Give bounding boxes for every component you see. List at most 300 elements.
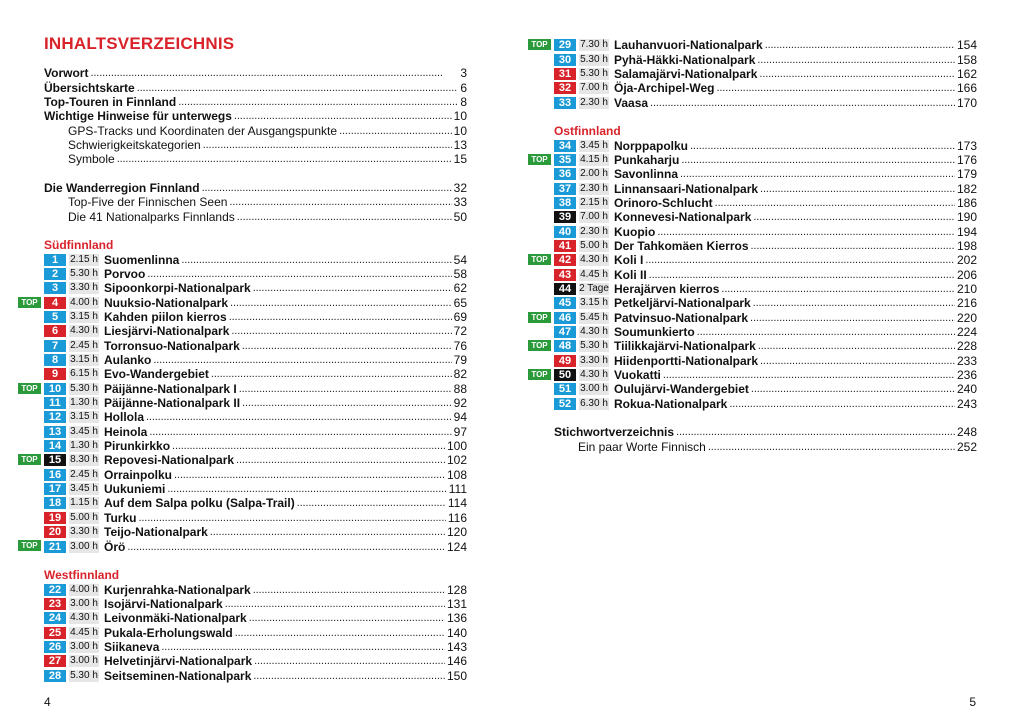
tour-page: 79 bbox=[453, 353, 467, 368]
dot-leader bbox=[253, 669, 445, 683]
tour-name: Pirunkirkko bbox=[104, 439, 171, 454]
tour-name: Uukuniemi bbox=[104, 482, 166, 497]
tour-duration: 3.00 h bbox=[580, 383, 608, 395]
dot-leader bbox=[239, 382, 452, 396]
tour-duration: 4.30 h bbox=[70, 612, 98, 624]
dot-leader bbox=[237, 210, 452, 224]
tour-entry[interactable] bbox=[554, 325, 977, 339]
toc-entry-page: 32 bbox=[453, 180, 467, 195]
dot-leader bbox=[161, 640, 445, 654]
tour-number-badge: 47 bbox=[554, 326, 576, 338]
tour-entry[interactable] bbox=[554, 95, 977, 109]
tour-entry[interactable] bbox=[44, 324, 467, 338]
tour-entry[interactable] bbox=[44, 396, 467, 410]
tour-entry[interactable] bbox=[554, 138, 977, 152]
dot-leader bbox=[254, 654, 445, 668]
dot-leader bbox=[757, 53, 955, 67]
tour-entry[interactable] bbox=[44, 410, 467, 424]
tour-entry[interactable] bbox=[531, 310, 977, 325]
tour-entry[interactable] bbox=[44, 482, 467, 496]
tour-page: 176 bbox=[956, 152, 977, 167]
tour-number-badge: 32 bbox=[554, 82, 576, 94]
tour-number-badge: 5 bbox=[44, 311, 66, 323]
tour-name: Nuuksio-Nationalpark bbox=[104, 295, 229, 310]
tour-page: 186 bbox=[956, 195, 977, 210]
dot-leader bbox=[127, 540, 445, 554]
tour-entry[interactable] bbox=[44, 252, 467, 266]
top-badge: TOP bbox=[528, 154, 551, 165]
tour-page: 233 bbox=[956, 353, 977, 368]
tour-duration: 5.30 h bbox=[70, 382, 98, 394]
dot-leader bbox=[758, 339, 955, 353]
tour-number-badge: 38 bbox=[554, 197, 576, 209]
tour-page: 162 bbox=[956, 66, 977, 81]
tour-entry[interactable] bbox=[554, 296, 977, 310]
dot-leader bbox=[211, 367, 452, 381]
tour-entry[interactable] bbox=[554, 167, 977, 181]
tour-entry[interactable] bbox=[44, 439, 467, 453]
toc-entry-page: 3 bbox=[460, 66, 467, 81]
section-heading: Südfinnland bbox=[44, 238, 114, 253]
tour-number-badge: 9 bbox=[44, 368, 66, 380]
tour-number-badge: 19 bbox=[44, 512, 66, 524]
page-number-right: 5 bbox=[969, 695, 976, 709]
toc-entry[interactable] bbox=[44, 152, 467, 166]
dot-leader bbox=[231, 324, 451, 338]
tour-duration: 3.45 h bbox=[70, 425, 98, 437]
tour-entry[interactable] bbox=[44, 625, 467, 639]
tour-page: 102 bbox=[446, 453, 467, 468]
dot-leader bbox=[146, 410, 452, 424]
dot-leader bbox=[697, 325, 955, 339]
tour-duration: 7.30 h bbox=[580, 39, 608, 51]
tour-number-badge: 14 bbox=[44, 440, 66, 452]
tour-name: Evo-Wandergebiet bbox=[104, 367, 209, 382]
tour-entry[interactable] bbox=[21, 381, 467, 396]
tour-name: Isojärvi-Nationalpark bbox=[104, 596, 223, 611]
toc-entry[interactable] bbox=[44, 209, 467, 223]
tour-duration: 4.00 h bbox=[70, 296, 98, 308]
tour-entry[interactable] bbox=[44, 425, 467, 439]
tour-duration: 6.15 h bbox=[70, 368, 98, 380]
tour-duration: 3.45 h bbox=[580, 139, 608, 151]
section-heading: Westfinnland bbox=[44, 568, 120, 583]
tour-number-badge: 18 bbox=[44, 497, 66, 509]
top-badge: TOP bbox=[528, 340, 551, 351]
tour-page: 216 bbox=[956, 296, 977, 311]
tour-entry[interactable] bbox=[44, 339, 467, 353]
tour-page: 166 bbox=[956, 81, 977, 96]
tour-number-badge: 7 bbox=[44, 340, 66, 352]
tour-name: Kurjenrahka-Nationalpark bbox=[104, 582, 251, 597]
toc-entry[interactable] bbox=[44, 181, 467, 195]
tour-page: 76 bbox=[453, 338, 467, 353]
tour-name: Hollola bbox=[104, 410, 145, 425]
dot-leader bbox=[234, 109, 452, 123]
dot-leader bbox=[172, 439, 445, 453]
tour-entry[interactable] bbox=[44, 468, 467, 482]
dot-leader bbox=[178, 95, 458, 109]
right-page bbox=[510, 0, 1020, 727]
tour-duration: 3.15 h bbox=[70, 311, 98, 323]
tour-duration: 8.30 h bbox=[70, 454, 98, 466]
spacer bbox=[44, 224, 467, 238]
tour-duration: 3.45 h bbox=[70, 483, 98, 495]
top-badge: TOP bbox=[18, 454, 41, 465]
tour-entry[interactable] bbox=[21, 539, 467, 554]
toc-entry-label: Symbole bbox=[68, 152, 115, 167]
tour-entry[interactable] bbox=[554, 382, 977, 396]
dot-leader bbox=[680, 167, 955, 181]
dot-leader bbox=[708, 440, 955, 454]
tour-number-badge: 20 bbox=[44, 526, 66, 538]
toc-entry-page: 6 bbox=[460, 80, 467, 95]
toc-entry-label: Top-Five der Finnischen Seen bbox=[68, 195, 228, 210]
dot-leader bbox=[167, 482, 446, 496]
dot-leader bbox=[657, 225, 955, 239]
tour-entry[interactable] bbox=[554, 239, 977, 253]
dot-leader bbox=[715, 196, 955, 210]
tour-page: 69 bbox=[453, 310, 467, 325]
tour-name: Helvetinjärvi-Nationalpark bbox=[104, 654, 253, 669]
tour-name: Patvinsuo-Nationalpark bbox=[614, 310, 749, 325]
tour-number-badge: 27 bbox=[44, 655, 66, 667]
tour-entry[interactable] bbox=[531, 38, 977, 53]
tour-duration: 3.30 h bbox=[70, 526, 98, 538]
tour-number-badge: 37 bbox=[554, 183, 576, 195]
tour-name: Punkaharju bbox=[614, 152, 680, 167]
tour-entry[interactable] bbox=[554, 181, 977, 195]
dot-leader bbox=[147, 267, 451, 281]
tour-name: Oulujärvi-Wandergebiet bbox=[614, 382, 749, 397]
tour-number-badge: 44 bbox=[554, 283, 576, 295]
dot-leader bbox=[242, 396, 452, 410]
tour-entry[interactable] bbox=[44, 310, 467, 324]
tour-number-badge: 1 bbox=[44, 254, 66, 266]
tour-page: 190 bbox=[956, 210, 977, 225]
tour-entry[interactable] bbox=[44, 367, 467, 381]
tour-entry[interactable] bbox=[554, 196, 977, 210]
tour-duration: 3.00 h bbox=[70, 597, 98, 609]
tour-number-badge: 30 bbox=[554, 54, 576, 66]
dot-leader bbox=[242, 339, 452, 353]
tour-name: Norppapolku bbox=[614, 138, 688, 153]
tour-name: Sipoonkorpi-Nationalpark bbox=[104, 281, 251, 296]
toc-entry[interactable] bbox=[44, 123, 467, 137]
dot-leader bbox=[645, 253, 955, 267]
tour-number-badge: 46 bbox=[554, 312, 576, 324]
tour-number-badge: 21 bbox=[44, 541, 66, 553]
tour-duration: 2.15 h bbox=[70, 253, 98, 265]
tour-entry[interactable] bbox=[554, 81, 977, 95]
dot-leader bbox=[210, 525, 445, 539]
dot-leader bbox=[153, 353, 451, 367]
tour-number-badge: 45 bbox=[554, 297, 576, 309]
tour-number-badge: 52 bbox=[554, 398, 576, 410]
tour-entry[interactable] bbox=[44, 597, 467, 611]
dot-leader bbox=[649, 268, 955, 282]
tour-name: Kuopio bbox=[614, 224, 656, 239]
tour-page: 173 bbox=[956, 138, 977, 153]
top-badge: TOP bbox=[528, 254, 551, 265]
tour-page: 158 bbox=[956, 52, 977, 67]
tour-number-badge: 12 bbox=[44, 411, 66, 423]
tour-duration: 3.00 h bbox=[70, 655, 98, 667]
tour-page: 128 bbox=[446, 582, 467, 597]
tour-page: 198 bbox=[956, 238, 977, 253]
tour-entry[interactable] bbox=[44, 640, 467, 654]
tour-name: Koli II bbox=[614, 267, 647, 282]
tour-duration: 7.00 h bbox=[580, 211, 608, 223]
tour-name: Tiilikkajärvi-Nationalpark bbox=[614, 339, 756, 354]
tour-number-badge: 25 bbox=[44, 627, 66, 639]
tour-entry[interactable] bbox=[44, 267, 467, 281]
tour-page: 58 bbox=[453, 266, 467, 281]
tour-entry[interactable] bbox=[531, 253, 977, 268]
tour-page: 124 bbox=[446, 539, 467, 554]
tour-page: 240 bbox=[956, 382, 977, 397]
tour-number-badge: 11 bbox=[44, 397, 66, 409]
tour-number-badge: 34 bbox=[554, 140, 576, 152]
dot-leader bbox=[751, 239, 955, 253]
spacer bbox=[554, 411, 977, 425]
tour-entry[interactable] bbox=[554, 52, 977, 66]
tour-duration: 5.30 h bbox=[70, 267, 98, 279]
dot-leader bbox=[663, 368, 955, 382]
tour-entry[interactable] bbox=[554, 210, 977, 224]
tour-name: Orrainpolku bbox=[104, 467, 173, 482]
dot-leader bbox=[760, 182, 955, 196]
toc-entry[interactable] bbox=[554, 440, 977, 454]
tour-entry[interactable] bbox=[44, 582, 467, 596]
tour-name: Savonlinna bbox=[614, 167, 679, 182]
tour-page: 136 bbox=[446, 611, 467, 626]
tour-number-badge: 24 bbox=[44, 612, 66, 624]
tour-duration: 4.00 h bbox=[70, 583, 98, 595]
dot-leader bbox=[759, 67, 955, 81]
tour-duration: 2 Tage bbox=[579, 283, 609, 295]
tour-page: 72 bbox=[453, 324, 467, 339]
tour-number-badge: 43 bbox=[554, 269, 576, 281]
tour-entry[interactable] bbox=[44, 496, 467, 510]
tour-entry[interactable] bbox=[44, 525, 467, 539]
tour-page: 194 bbox=[956, 224, 977, 239]
tour-number-badge: 22 bbox=[44, 584, 66, 596]
dot-leader bbox=[753, 296, 955, 310]
dot-leader bbox=[149, 425, 451, 439]
page-number-left: 4 bbox=[44, 695, 51, 709]
tour-name: Päijänne-Nationalpark I bbox=[104, 381, 237, 396]
tour-number-badge: 6 bbox=[44, 325, 66, 337]
tour-entry[interactable] bbox=[21, 295, 467, 310]
tour-name: Pukala-Erholungswald bbox=[104, 625, 233, 640]
tour-duration: 5.00 h bbox=[580, 239, 608, 251]
tour-entry[interactable] bbox=[44, 353, 467, 367]
tour-duration: 4.30 h bbox=[580, 326, 608, 338]
tour-name: Heinola bbox=[104, 424, 148, 439]
top-badge: TOP bbox=[528, 312, 551, 323]
tour-page: 179 bbox=[956, 167, 977, 182]
dot-leader bbox=[650, 96, 955, 110]
tour-page: 170 bbox=[956, 95, 977, 110]
tour-duration: 3.00 h bbox=[70, 640, 98, 652]
dot-leader bbox=[297, 496, 446, 510]
toc-entry-label: Vorwort bbox=[44, 66, 89, 81]
tour-page: 54 bbox=[453, 252, 467, 267]
tour-name: Petkeljärvi-Nationalpark bbox=[614, 296, 751, 311]
tour-entry[interactable] bbox=[554, 67, 977, 81]
tour-number-badge: 15 bbox=[44, 454, 66, 466]
tour-name: Seitseminen-Nationalpark bbox=[104, 668, 252, 683]
tour-number-badge: 8 bbox=[44, 354, 66, 366]
tour-entry[interactable] bbox=[44, 281, 467, 295]
tour-number-badge: 49 bbox=[554, 355, 576, 367]
tour-duration: 3.15 h bbox=[70, 354, 98, 366]
tour-duration: 5.30 h bbox=[580, 340, 608, 352]
toc-entry[interactable] bbox=[44, 109, 467, 123]
tour-number-badge: 26 bbox=[44, 641, 66, 653]
tour-name: Koli I bbox=[614, 253, 644, 268]
tour-entry[interactable] bbox=[44, 654, 467, 668]
tour-name: Auf dem Salpa polku (Salpa-Trail) bbox=[104, 496, 295, 511]
toc-entry-page: 8 bbox=[460, 94, 467, 109]
tour-number-badge: 3 bbox=[44, 282, 66, 294]
tour-entry[interactable] bbox=[531, 339, 977, 354]
tour-entry[interactable] bbox=[21, 453, 467, 468]
tour-name: Liesjärvi-Nationalpark bbox=[104, 324, 230, 339]
tour-page: 131 bbox=[446, 596, 467, 611]
tour-page: 82 bbox=[453, 367, 467, 382]
tour-name: Örö bbox=[104, 539, 126, 554]
dot-leader bbox=[249, 611, 445, 625]
tour-entry[interactable] bbox=[44, 511, 467, 525]
tour-page: 243 bbox=[956, 396, 977, 411]
tour-name: Linnansaari-Nationalpark bbox=[614, 181, 759, 196]
tour-page: 202 bbox=[956, 253, 977, 268]
toc-entry[interactable] bbox=[44, 80, 467, 94]
tour-entry[interactable] bbox=[554, 354, 977, 368]
tour-number-badge: 35 bbox=[554, 154, 576, 166]
tour-duration: 4.45 h bbox=[580, 268, 608, 280]
toc-entry-page: 50 bbox=[453, 209, 467, 224]
tour-page: 120 bbox=[446, 525, 467, 540]
tour-entry[interactable] bbox=[554, 397, 977, 411]
toc-entry[interactable] bbox=[44, 95, 467, 109]
top-badge: TOP bbox=[18, 383, 41, 394]
toc-entry[interactable] bbox=[44, 138, 467, 152]
tour-number-badge: 40 bbox=[554, 226, 576, 238]
tour-duration: 2.30 h bbox=[580, 225, 608, 237]
toc-entry-page: 33 bbox=[453, 195, 467, 210]
tour-name: Päijänne-Nationalpark II bbox=[104, 396, 241, 411]
tour-name: Repovesi-Nationalpark bbox=[104, 453, 235, 468]
dot-leader bbox=[721, 282, 955, 296]
tour-duration: 3.15 h bbox=[70, 411, 98, 423]
dot-leader bbox=[236, 453, 445, 467]
tour-duration: 3.30 h bbox=[70, 282, 98, 294]
tour-duration: 4.30 h bbox=[580, 254, 608, 266]
tour-name: Konnevesi-Nationalpark bbox=[614, 210, 752, 225]
tour-entry[interactable] bbox=[44, 611, 467, 625]
tour-duration: 3.00 h bbox=[70, 540, 98, 552]
tour-page: 236 bbox=[956, 368, 977, 383]
tour-number-badge: 17 bbox=[44, 483, 66, 495]
tour-entry[interactable] bbox=[531, 368, 977, 383]
dot-leader bbox=[225, 597, 445, 611]
spacer bbox=[44, 166, 467, 180]
toc-entry-label: Schwierigkeitskategorien bbox=[68, 137, 201, 152]
tour-name: Orinoro-Schlucht bbox=[614, 195, 713, 210]
toc-column-left bbox=[21, 66, 467, 683]
toc-entry-page: 15 bbox=[453, 152, 467, 167]
tour-page: 97 bbox=[453, 424, 467, 439]
tour-duration: 4.30 h bbox=[70, 325, 98, 337]
dot-leader bbox=[676, 425, 955, 439]
tour-page: 140 bbox=[446, 625, 467, 640]
tour-name: Vuokatti bbox=[614, 368, 661, 383]
tour-name: Kahden piilon kierros bbox=[104, 310, 227, 325]
dot-leader bbox=[750, 311, 955, 325]
tour-name: Teijo-Nationalpark bbox=[104, 525, 208, 540]
tour-duration: 4.45 h bbox=[70, 626, 98, 638]
tour-page: 62 bbox=[453, 281, 467, 296]
tour-name: Rokua-Nationalpark bbox=[614, 396, 728, 411]
tour-name: Suomenlinna bbox=[104, 252, 180, 267]
toc-entry[interactable] bbox=[44, 195, 467, 209]
dot-leader bbox=[230, 296, 452, 310]
section-heading: Ostfinnland bbox=[554, 124, 621, 139]
tour-duration: 5.30 h bbox=[580, 53, 608, 65]
dot-leader bbox=[753, 210, 955, 224]
tour-entry[interactable] bbox=[554, 268, 977, 282]
toc-column-right bbox=[531, 38, 977, 454]
tour-number-badge: 16 bbox=[44, 469, 66, 481]
toc-entry[interactable] bbox=[44, 66, 467, 80]
tour-duration: 4.30 h bbox=[580, 369, 608, 381]
tour-name: Lauhanvuori-Nationalpark bbox=[614, 38, 763, 53]
tour-duration: 6.30 h bbox=[580, 397, 608, 409]
tour-duration: 7.00 h bbox=[580, 82, 608, 94]
toc-entry-label: Top-Touren in Finnland bbox=[44, 94, 177, 109]
dot-leader bbox=[681, 153, 955, 167]
tour-entry[interactable] bbox=[554, 224, 977, 238]
toc-entry-label: Die 41 Nationalparks Finnlands bbox=[68, 209, 235, 224]
tour-page: 65 bbox=[453, 295, 467, 310]
tour-number-badge: 33 bbox=[554, 97, 576, 109]
toc-entry-page: 10 bbox=[453, 123, 467, 138]
tour-name: Leivonmäki-Nationalpark bbox=[104, 611, 247, 626]
tour-entry[interactable] bbox=[44, 668, 467, 682]
tour-number-badge: 50 bbox=[554, 369, 576, 381]
dot-leader bbox=[339, 124, 452, 138]
dot-leader bbox=[203, 138, 452, 152]
tour-duration: 1.15 h bbox=[70, 497, 98, 509]
toc-entry-label: Wichtige Hinweise für unterwegs bbox=[44, 109, 232, 124]
dot-leader bbox=[137, 81, 459, 95]
tour-entry[interactable] bbox=[531, 152, 977, 167]
page-title: INHALTSVERZEICHNIS bbox=[44, 34, 235, 53]
toc-entry[interactable] bbox=[554, 425, 977, 439]
tour-name: Pyhä-Häkki-Nationalpark bbox=[614, 52, 756, 67]
tour-entry[interactable] bbox=[554, 282, 977, 296]
tour-page: 220 bbox=[956, 310, 977, 325]
tour-number-badge: 36 bbox=[554, 168, 576, 180]
toc-entry-label: Stichwortverzeichnis bbox=[554, 425, 675, 440]
dot-leader bbox=[729, 397, 955, 411]
dot-leader bbox=[229, 195, 451, 209]
dot-leader bbox=[229, 310, 452, 324]
tour-page: 224 bbox=[956, 325, 977, 340]
